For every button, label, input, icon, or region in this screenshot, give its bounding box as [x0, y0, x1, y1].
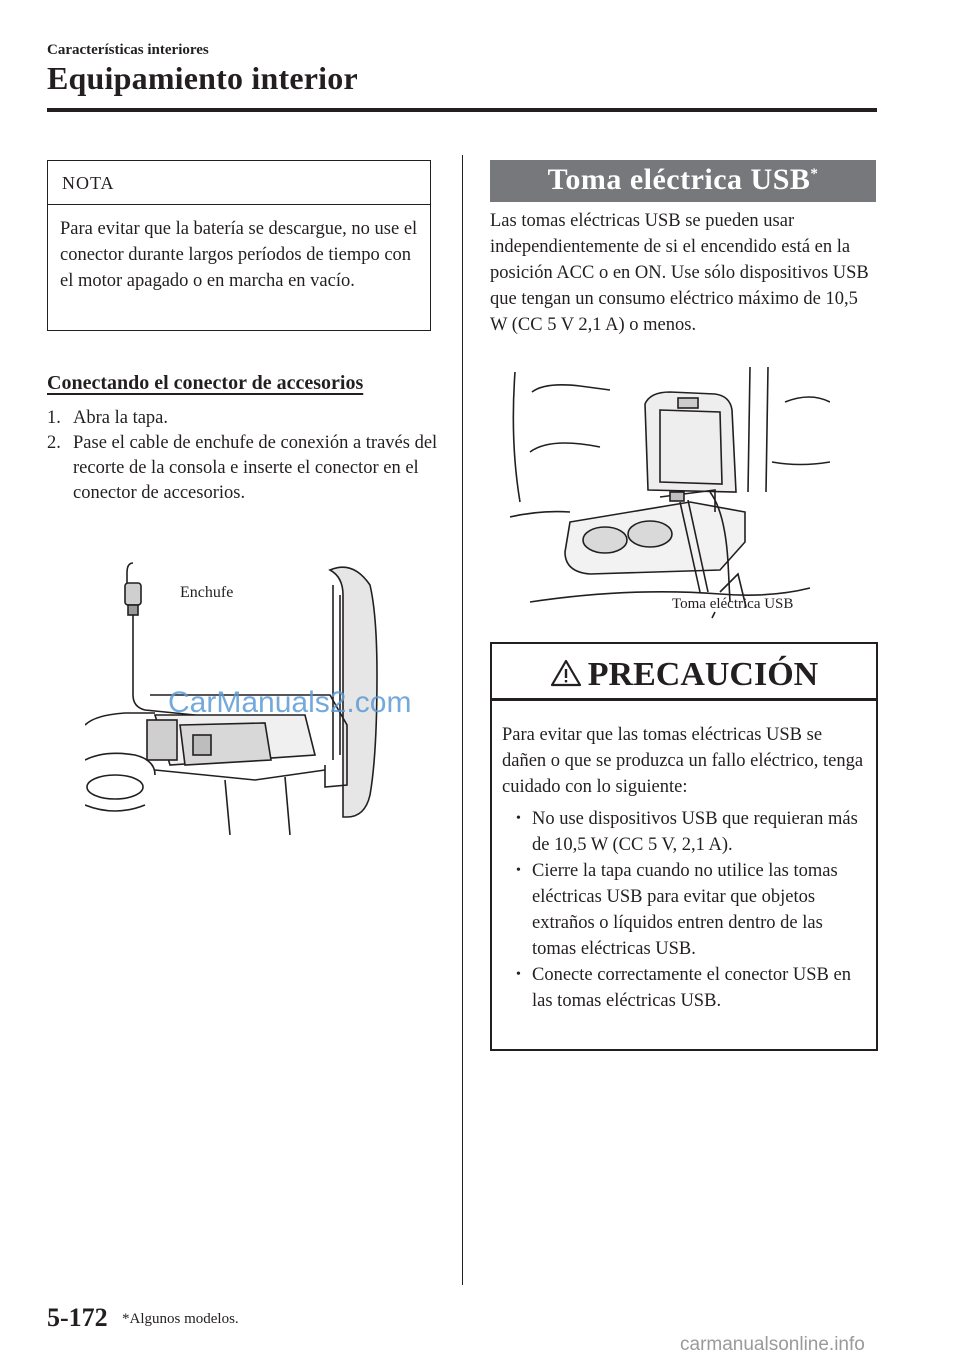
footnote-mark: * [810, 166, 819, 182]
step-item [47, 406, 447, 431]
step-text: Abra la tapa. [73, 408, 169, 428]
warning-icon [550, 659, 582, 687]
accessory-steps [47, 406, 447, 506]
watermark: CarManuals2.com [168, 686, 412, 719]
footnote: *Algunos modelos. [122, 1311, 239, 1327]
note-header [48, 161, 430, 205]
note-label: NOTA [62, 173, 115, 193]
usb-outlet-label: Toma eléctrica USB [672, 596, 794, 612]
bullet-icon: • [516, 863, 521, 878]
step-item [47, 431, 447, 506]
header-rule [47, 108, 877, 112]
step-number: 2. [47, 433, 61, 453]
bullet-icon: • [516, 811, 521, 826]
step-number: 1. [47, 408, 61, 428]
list-item: • Conecte correctamente el conector USB en las tomas eléctricas USB. [504, 962, 862, 1014]
footer-site: carmanualsonline.info [680, 1334, 865, 1355]
list-item: • Cierre la tapa cuando no utilice las tomas eléctricas USB para evitar que objetos extraños o líquidos entren dentro de las tomas eléctricas USB. [504, 858, 862, 962]
page-title: Equipamiento interior [47, 60, 358, 96]
caution-box [490, 642, 878, 1051]
note-box [47, 160, 431, 331]
page-number: 5-172 [47, 1303, 108, 1332]
caution-title: PRECAUCIÓN [492, 656, 876, 694]
column-divider [462, 155, 463, 1285]
accessory-heading: Conectando el conector de accesorios [47, 372, 364, 394]
caution-list [504, 806, 862, 1014]
caution-intro: Para evitar que las tomas eléctricas USB se dañen o que se produzca un fallo eléctrico, tenga cuidado con lo siguiente: [502, 725, 864, 797]
usb-section-title: Toma eléctrica USB* [547, 163, 819, 196]
section-name: Características interiores [47, 42, 209, 58]
plug-label: Enchufe [180, 584, 234, 601]
list-item: • No use dispositivos USB que requieran más de 10,5 W (CC 5 V, 2,1 A). [504, 806, 862, 858]
usb-section-banner [490, 160, 876, 202]
bullet-icon: • [516, 967, 521, 982]
usb-description: Las tomas eléctricas USB se pueden usar independientemente de si el encendido está en la posición ACC o en ON. Use sólo dispositivos USB que tengan un consumo eléctrico máximo de 10,5 W (CC 5 V 2,1 A) o menos. [490, 211, 869, 335]
usb-outlet-illustration [510, 362, 830, 632]
step-text: Pase el cable de enchufe de conexión a través del recorte de la consola e inserte el conector en el conector de accesorios. [73, 433, 438, 503]
note-text: Para evitar que la batería se descargue, no use el conector durante largos períodos de tiempo con el motor apagado o en marcha en vacío. [60, 219, 418, 291]
caution-header [492, 644, 876, 699]
caution-divider [492, 698, 876, 701]
